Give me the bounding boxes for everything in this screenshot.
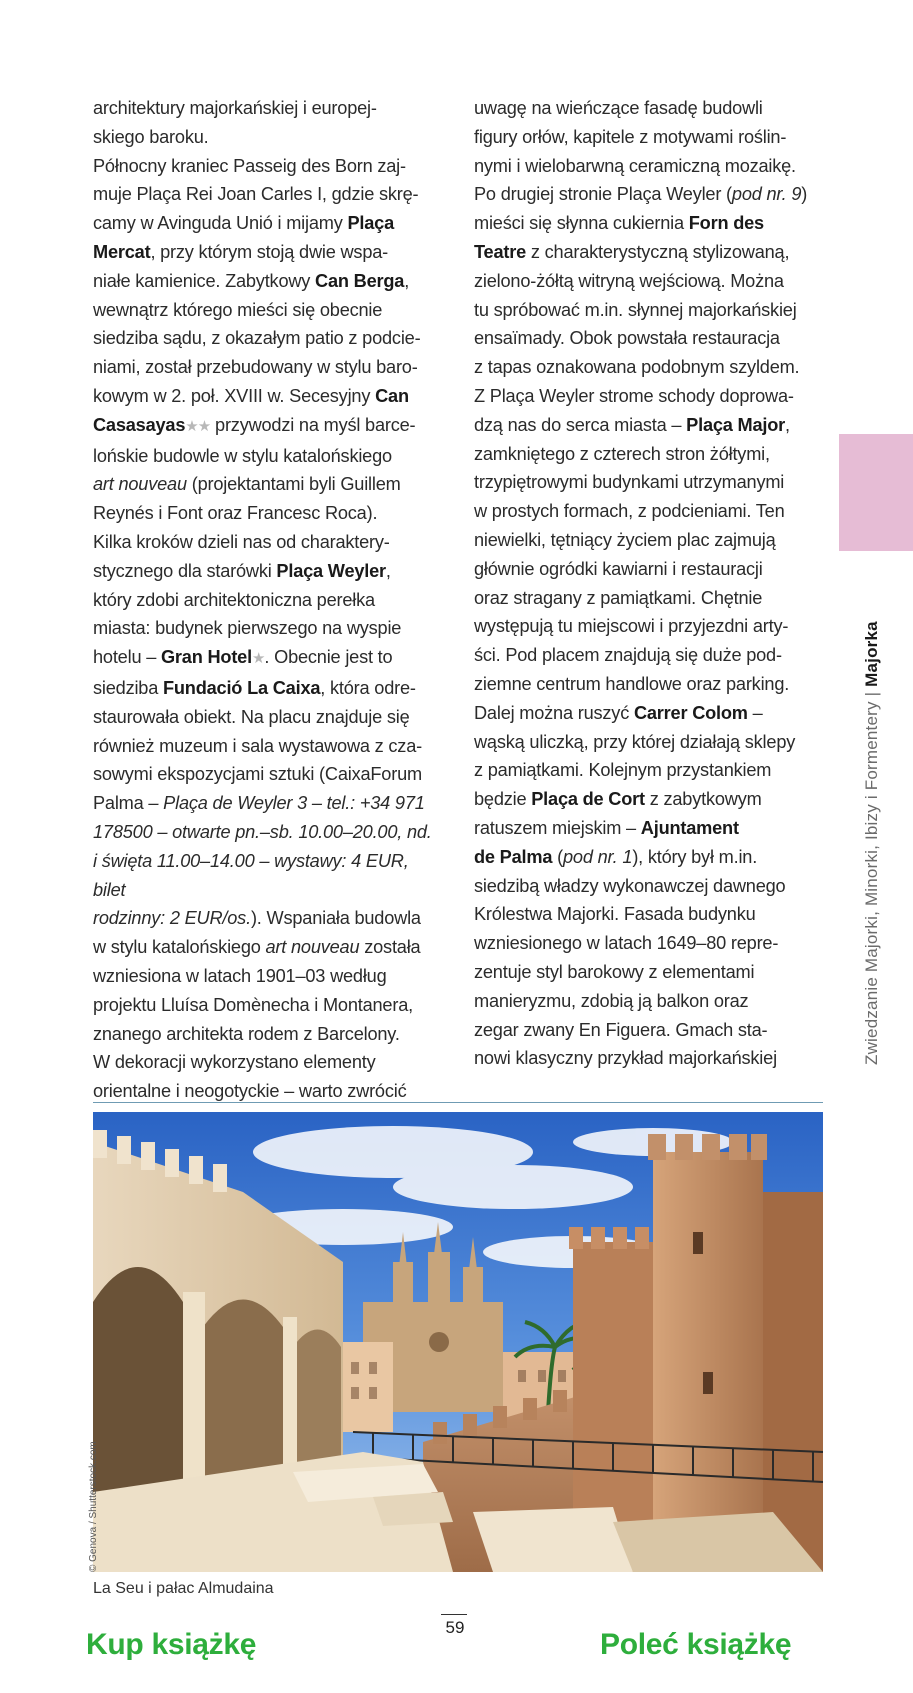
text-line: wzniesionego w latach 1649–80 repre- xyxy=(474,933,779,954)
text-line: niami, został przebudowany w stylu baro- xyxy=(93,357,418,378)
text-line: Północny kraniec Passeig des Born zaj- xyxy=(93,155,406,176)
text-line: ści. Pod placem znajdują się duże pod- xyxy=(474,645,782,666)
text-line: Po drugiej stronie Plaça Weyler (pod nr. 9) xyxy=(474,184,808,205)
photo-la-seu-almudaina xyxy=(93,1112,823,1572)
text-line: Casasayas★★ przywodzi na myśl barce- xyxy=(93,414,416,435)
text-line: rodzinny: 2 EUR/os.). Wspaniała budowla xyxy=(93,908,421,929)
text-line: wzniesiona w latach 1901–03 według xyxy=(93,965,387,986)
text-line: Reynés i Font oraz Francesc Roca). xyxy=(93,503,378,524)
section-title: Majorka xyxy=(862,621,881,687)
text-line: Królestwa Majorki. Fasada budynku xyxy=(474,904,756,925)
text-line: będzie Plaça de Cort z zabytkowym xyxy=(474,789,762,810)
text-line: mieści się słynna cukiernia Forn des xyxy=(474,213,764,234)
text-line: stycznego dla starówki Plaça Weyler, xyxy=(93,560,391,581)
text-line: W dekoracji wykorzystano elementy xyxy=(93,1052,376,1073)
place-name: Can xyxy=(375,385,409,406)
text-line: Kilka kroków dzieli nas od charaktery- xyxy=(93,531,390,552)
page-number: 59 xyxy=(445,1618,465,1637)
text-line: architektury majorkańskiej i europej- xyxy=(93,98,377,118)
text-line: uwagę na wieńczące fasadę budowli xyxy=(474,98,763,118)
text-line: miasta: budynek pierwszego na wyspie xyxy=(93,618,402,639)
place-name: Plaça xyxy=(347,213,394,234)
text-line: 178500 – otwarte pn.–sb. 10.00–20.00, nd. xyxy=(93,821,432,842)
buy-book-link[interactable]: Kup książkę xyxy=(86,1628,257,1661)
text-line: hotelu – Gran Hotel★. Obecnie jest to xyxy=(93,647,393,668)
text-line: kowym w 2. poł. XVIII w. Secesyjny Can xyxy=(93,385,409,406)
text-line: znanego architekta rodem z Barcelony. xyxy=(93,1023,400,1044)
place-name: Plaça Weyler xyxy=(276,560,386,581)
place-name: Can Berga xyxy=(315,270,405,291)
text-line: niałe kamienice. Zabytkowy Can Berga, xyxy=(93,270,410,291)
chapter-title: Zwiedzanie Majorki, Minorki, Ibizy i Formentery xyxy=(862,701,881,1065)
text-line: manieryzmu, zdobią ją balkon oraz xyxy=(474,990,749,1011)
text-line: niewielki, tętniący życiem plac zajmują xyxy=(474,529,776,550)
text-line: zamkniętego z czterech stron żółtymi, xyxy=(474,443,770,464)
text-line: oraz stragany z pamiątkami. Chętnie xyxy=(474,587,763,608)
text-line: nymi i wielobarwną ceramiczną mozaikę. xyxy=(474,155,796,176)
text-line: ratuszem miejskim – Ajuntament xyxy=(474,817,739,838)
chapter-side-label xyxy=(862,621,882,1065)
text-line: sowymi ekspozycjami sztuki (CaixaForum xyxy=(93,764,422,785)
place-name: de Palma xyxy=(474,846,553,867)
text-line: tu spróbować m.in. słynnej majorkańskiej xyxy=(474,299,797,320)
place-name: Plaça de Cort xyxy=(531,789,645,810)
place-name: Forn des xyxy=(688,213,764,234)
chapter-tab-marker xyxy=(839,434,913,551)
text-line: camy w Avinguda Unió i mijamy Plaça xyxy=(93,213,394,234)
text-line: i święta 11.00–14.00 – wystawy: 4 EUR, bilet xyxy=(93,850,409,900)
place-name: Fundació La Caixa xyxy=(162,677,321,698)
text-line: projektu Lluísa Domènecha i Montanera, xyxy=(93,994,413,1015)
text-line: siedzibą władzy wykonawczej dawnego xyxy=(474,875,786,896)
photo-credit: © Genova / Shutterstock.com xyxy=(88,1441,99,1572)
text-line: figury orłów, kapitele z motywami roślin- xyxy=(474,126,787,147)
place-name: Teatre xyxy=(474,241,527,262)
text-line: Palma – Plaça de Weyler 3 – tel.: +34 971 xyxy=(93,793,425,814)
recommend-book-link[interactable]: Poleć książkę xyxy=(600,1628,792,1661)
text-line: który zdobi architektoniczna perełka xyxy=(93,589,375,610)
text-column-right xyxy=(474,94,826,1073)
star-rating-icon: ★ xyxy=(251,650,265,668)
text-line: muje Plaça Rei Joan Carles I, gdzie skrę- xyxy=(93,184,419,205)
text-line: wąską uliczką, przy której działają sklepy xyxy=(474,731,796,752)
text-column-left xyxy=(93,94,443,1106)
text-line: art nouveau (projektantami byli Guillem xyxy=(93,474,401,495)
text-line: z pamiątkami. Kolejnym przystankiem xyxy=(474,760,772,781)
divider-rule xyxy=(93,1102,823,1103)
text-line: nowi klasyczny przykład majorkańskiej xyxy=(474,1048,777,1069)
text-line: z tapas oznakowana podobnym szyldem. xyxy=(474,357,800,378)
text-line: zielono-żółtą witryną wejściową. Można xyxy=(474,270,784,291)
place-name: Mercat xyxy=(93,241,151,262)
text-line: siedziba Fundació La Caixa, która odre- xyxy=(93,677,416,698)
text-line: trzypiętrowymi budynkami utrzymanymi xyxy=(474,472,785,493)
text-line: w prostych formach, z podcieniami. Ten xyxy=(474,501,785,522)
star-rating-icon: ★★ xyxy=(185,417,211,435)
text-line: zegar zwany En Figuera. Gmach sta- xyxy=(474,1019,768,1040)
text-line: wewnątrz którego mieści się obecnie xyxy=(93,299,383,320)
place-name: Casasayas xyxy=(93,414,186,435)
text-line: w stylu katalońskiego art nouveau została xyxy=(93,937,421,958)
separator: | xyxy=(862,686,881,702)
text-line: występują tu miejscowi i przyjezdni arty- xyxy=(474,616,789,637)
text-line: siedziba sądu, z okazałym patio z podcie- xyxy=(93,328,421,349)
text-line: ziemne centrum handlowe oraz parking. xyxy=(474,673,790,694)
place-name: Gran Hotel xyxy=(160,647,252,668)
text-line: Teatre z charakterystyczną stylizowaną, xyxy=(474,241,790,262)
text-line: Dalej można ruszyć Carrer Colom – xyxy=(474,702,763,723)
text-line: lońskie budowle w stylu katalońskiego xyxy=(93,445,392,466)
place-name: Plaça Major xyxy=(686,414,786,435)
photo-caption: La Seu i pałac Almudaina xyxy=(93,1580,274,1597)
text-line: ensaïmady. Obok powstała restauracja xyxy=(474,328,780,349)
text-line: głównie ogródki kawiarni i restauracji xyxy=(474,558,763,579)
text-line: również muzeum i sala wystawowa z cza- xyxy=(93,735,422,756)
text-line: Z Plaça Weyler strome schody doprowa- xyxy=(474,385,794,406)
text-line: zentuje styl barokowy z elementami xyxy=(474,961,755,982)
text-line: skiego baroku. xyxy=(93,126,209,147)
photo-illustration xyxy=(93,1112,823,1572)
text-line: dzą nas do serca miasta – Plaça Major, xyxy=(474,414,790,435)
text-line: orientalne i neogotyckie – warto zwrócić xyxy=(93,1081,407,1102)
text-line: de Palma (pod nr. 1), który był m.in. xyxy=(474,846,758,867)
place-name: Ajuntament xyxy=(640,817,739,838)
page-number-rule xyxy=(441,1614,467,1615)
text-line: staurowała obiekt. Na placu znajduje się xyxy=(93,706,410,727)
text-line: Mercat, przy którym stoją dwie wspa- xyxy=(93,241,389,262)
place-name: Carrer Colom xyxy=(633,702,748,723)
